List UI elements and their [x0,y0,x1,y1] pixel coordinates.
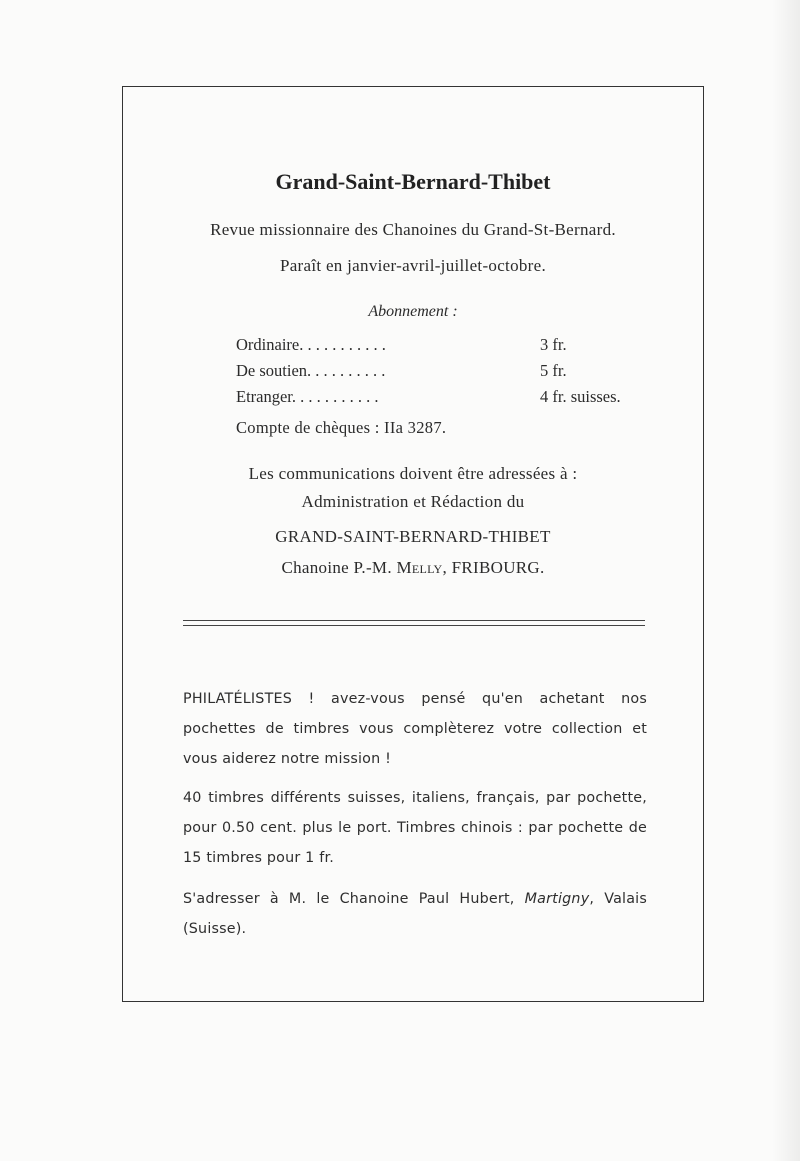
contact-journal: GRAND-SAINT-BERNARD-THIBET [275,527,551,546]
philately-text-2: 40 timbres différents suisses, italiens, français, par pochette, pour 0.50 cent. plus le port. Timbres chinois : par pochette de 15 timbres pour 1 fr. [183,790,647,866]
contact-name [123,558,703,578]
price-value: 3 fr. [540,335,567,354]
philately-paragraph-3 [183,884,647,944]
philately-place: Martigny [524,891,590,907]
page-edge-shadow [772,0,800,1161]
divider-rule-bottom [183,625,645,626]
cheque-account: Compte de chèques : IIa 3287. [236,418,447,437]
price-label: Ordinaire. . . . . . . . . . . [236,335,386,354]
price-value: 5 fr. [540,361,567,380]
publication-schedule: Paraît en janvier-avril-juillet-octobre. [279,256,547,275]
price-value: 4 fr. suisses. [540,387,621,406]
price-label: Etranger. . . . . . . . . . . [236,387,379,406]
contact-city: , FRIBOURG. [442,558,545,577]
journal-subtitle: Revue missionnaire des Chanoines du Grand-St-Bernard. [210,220,616,239]
price-row-etranger [236,387,656,409]
contact-admin: Administration et Rédaction du [301,492,525,511]
divider-rule-top [183,620,645,621]
philately-paragraph-1 [183,684,647,774]
announcement-frame [122,86,704,1002]
philately-text-1: avez-vous pensé qu'en achetant nos pochettes de timbres vous complèterez votre collection et vous aiderez notre mission ! [183,691,647,767]
subscription-heading: Abonnement : [368,303,458,320]
journal-title: Grand-Saint-Bernard-Thibet [275,169,551,194]
philately-text-3-pre: S'adresser à M. le Chanoine Paul Hubert, [183,891,525,907]
contact-intro: Les communications doivent être adressées à : [248,464,578,483]
price-row-ordinaire [236,335,656,357]
philately-paragraph-2 [183,783,647,873]
philately-lead: PHILATÉLISTES ! [183,691,315,707]
philately-text-3-post: , Valais (Suisse). [183,891,647,937]
price-label: De soutien. . . . . . . . . . [236,361,386,380]
price-row-soutien [236,361,656,383]
contact-name-prefix: Chanoine P.-M. [281,558,397,577]
contact-surname: Melly [396,558,443,577]
